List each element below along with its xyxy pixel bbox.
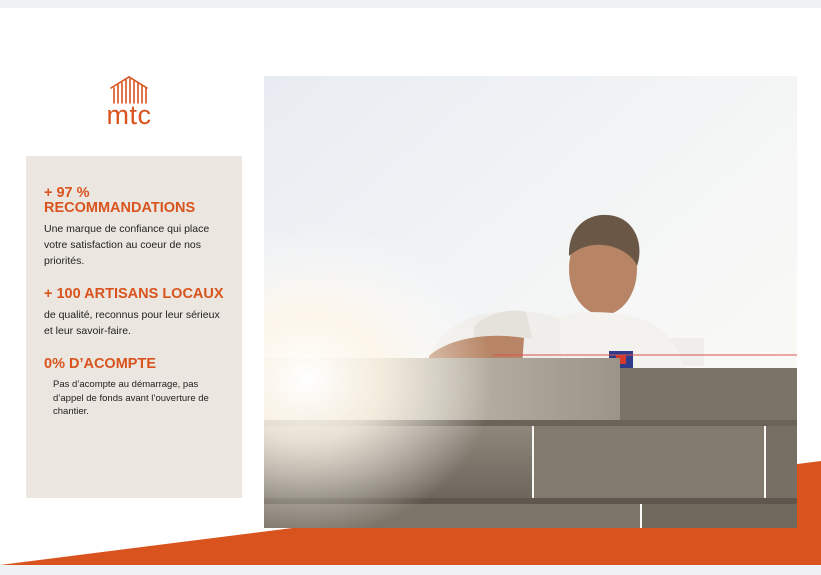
stat-acompte — [44, 357, 226, 419]
stat-title: 0% D’ACOMPTE — [44, 356, 156, 372]
stat-text: Une marque de confiance qui place votre satisfaction au coeur de nos priorités. — [44, 223, 210, 267]
logo[interactable] — [98, 74, 160, 134]
top-band — [0, 0, 821, 8]
stat-title: + 97 % RECOMMANDATIONS — [44, 185, 196, 216]
bottom-band — [0, 565, 821, 575]
stat-text: de qualité, reconnus pour leur sérieux et leur savoir-faire. — [44, 309, 220, 337]
stat-recommandations — [44, 186, 226, 269]
photo-mason-building-wall — [264, 76, 797, 528]
stat-text: Pas d’acompte au démarrage, pas d’appel de fonds avant l’ouverture de chantier. — [53, 379, 209, 417]
stats-panel — [26, 156, 242, 498]
stat-artisans — [44, 287, 226, 339]
logo-text: mtc — [106, 100, 152, 130]
photo-illustration — [264, 76, 797, 528]
stat-title: + 100 ARTISANS LOCAUX — [44, 286, 224, 302]
